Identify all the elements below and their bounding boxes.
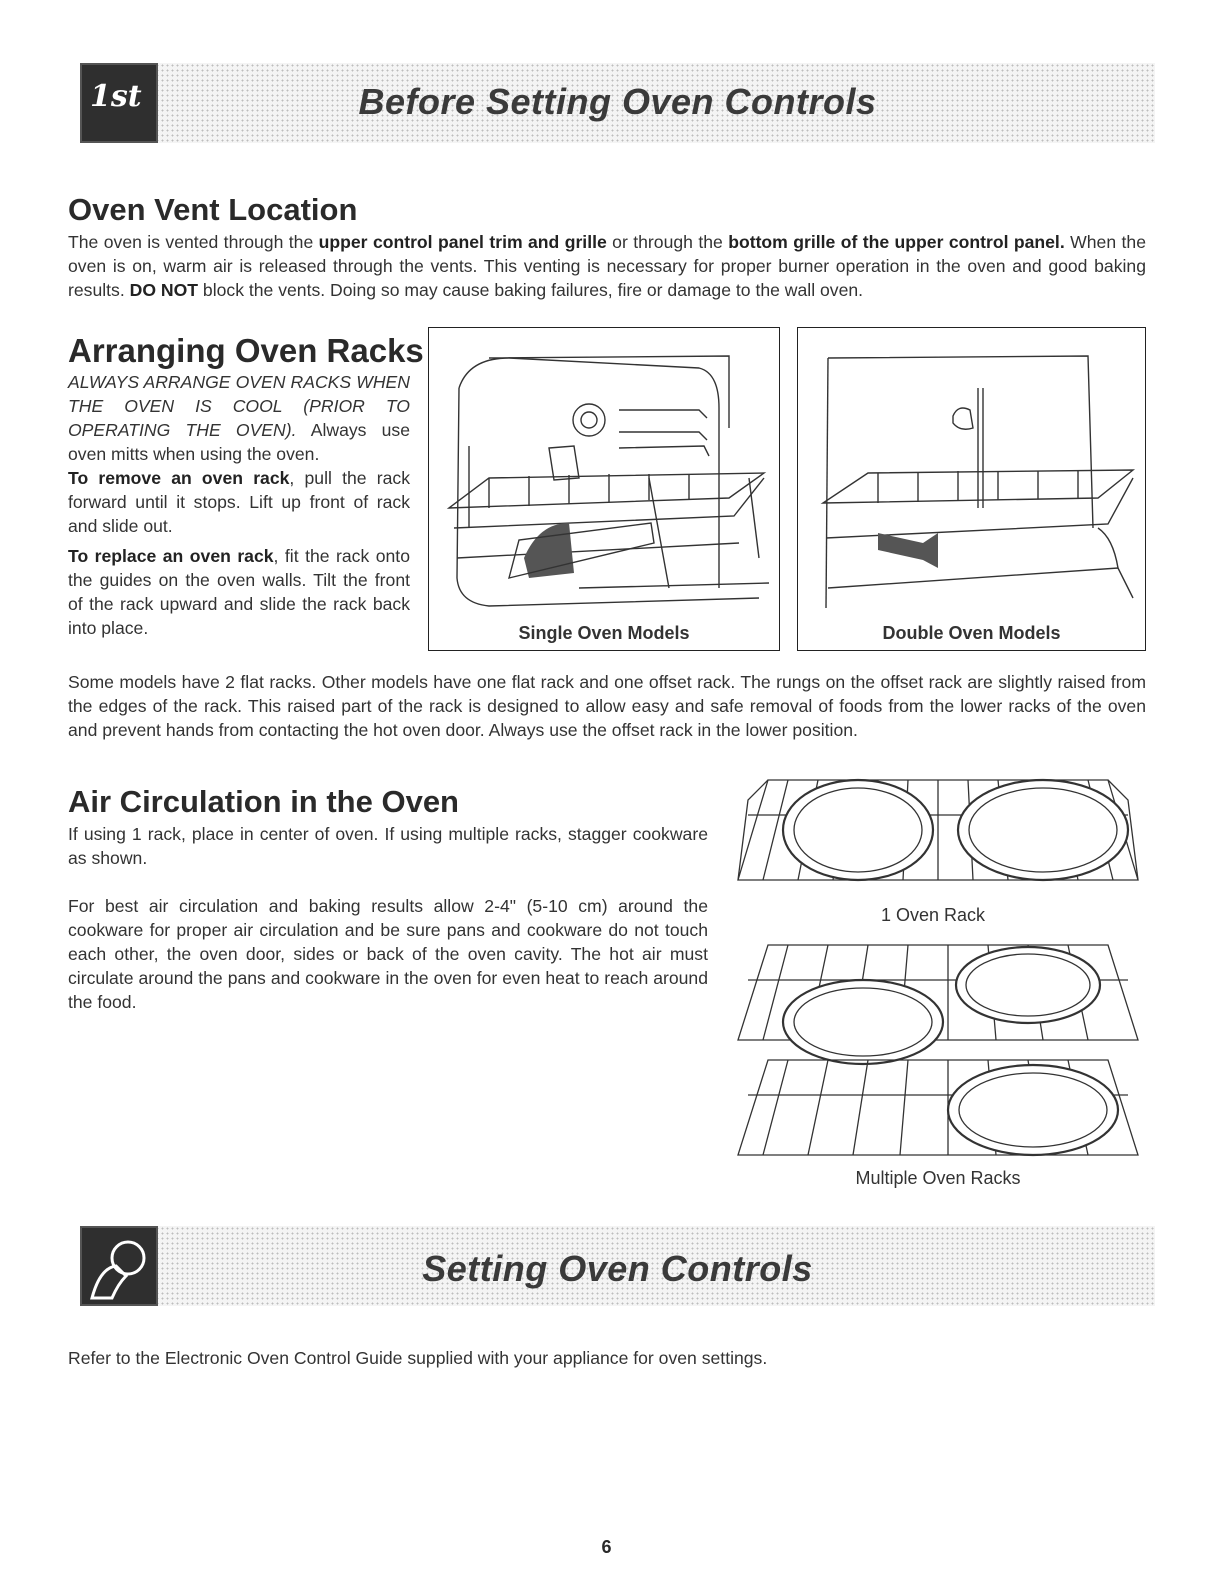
air-heading: Air Circulation in the Oven — [68, 784, 459, 819]
page-number: 6 — [601, 1537, 612, 1557]
controls-text: Refer to the Electronic Oven Control Guide supplied with your appliance for oven settings. — [68, 1348, 768, 1368]
remove-rack-text: To remove an oven rack, pull the rack forward until it stops. Lift up front of rack and slide out. — [68, 468, 410, 536]
double-oven-illustration-icon — [798, 328, 1145, 618]
racks-warning: ALWAYS ARRANGE OVEN RACKS WHEN THE OVEN IS COOL (PRIOR TO OPERATING THE OVEN). Always use oven mitts when using the oven. — [68, 372, 411, 464]
multiple-racks-illustration-icon — [728, 940, 1148, 1165]
double-oven-figure — [797, 327, 1146, 651]
replace-rack-text: To replace an oven rack, fit the rack onto the guides on the oven walls. Tilt the front of the rack upward and slide the rack back into place. — [68, 546, 410, 638]
vent-heading: Oven Vent Location — [68, 192, 358, 227]
air-paragraph-1: If using 1 rack, place in center of oven. If using multiple racks, stagger cookware as shown. — [68, 824, 708, 868]
air-paragraph-2: For best air circulation and baking results allow 2-4" (5-10 cm) around the cookware for proper air circulation and be sure pans and cookware do not touch each other, the oven door, sides or back of the oven cavity. The hot air must circulate around the pans and cookware in the oven for even heat to reach around the food. — [68, 896, 708, 1012]
one-rack-illustration-icon — [728, 770, 1148, 900]
racks-heading: Arranging Oven Racks — [68, 332, 424, 369]
bottom-banner — [80, 1226, 1155, 1306]
multiple-racks-caption: Multiple Oven Racks — [855, 1168, 1021, 1188]
double-oven-caption: Double Oven Models — [882, 623, 1061, 643]
banner-title: Before Setting Oven Controls — [358, 81, 877, 122]
bottom-banner-title: Setting Oven Controls — [422, 1248, 813, 1289]
one-rack-caption: 1 Oven Rack — [880, 905, 986, 925]
single-oven-illustration-icon — [429, 328, 779, 618]
top-banner — [80, 63, 1155, 143]
vent-paragraph: The oven is vented through the upper control panel trim and grille or through the bottom grille of the upper control panel. When the oven is on, warm air is released through the vents. This venting is necessary for proper burner operation in the oven and good baking results. DO NOT block the vents. Doing so may cause baking failures, fire or damage to the wall oven. — [68, 232, 1146, 300]
single-oven-figure — [428, 327, 780, 651]
badge-label: 1st — [90, 79, 142, 114]
racks-body: Some models have 2 flat racks. Other models have one flat rack and one offset rack. The rungs on the offset rack are slightly raised from the edges of the rack. This raised part of the rack is designed to allow easy and safe removal of foods from the lower racks of the oven and prevent hands from contacting the hot oven door. Always use the offset rack in the lower position. — [68, 672, 1146, 740]
single-oven-caption: Single Oven Models — [518, 623, 690, 643]
